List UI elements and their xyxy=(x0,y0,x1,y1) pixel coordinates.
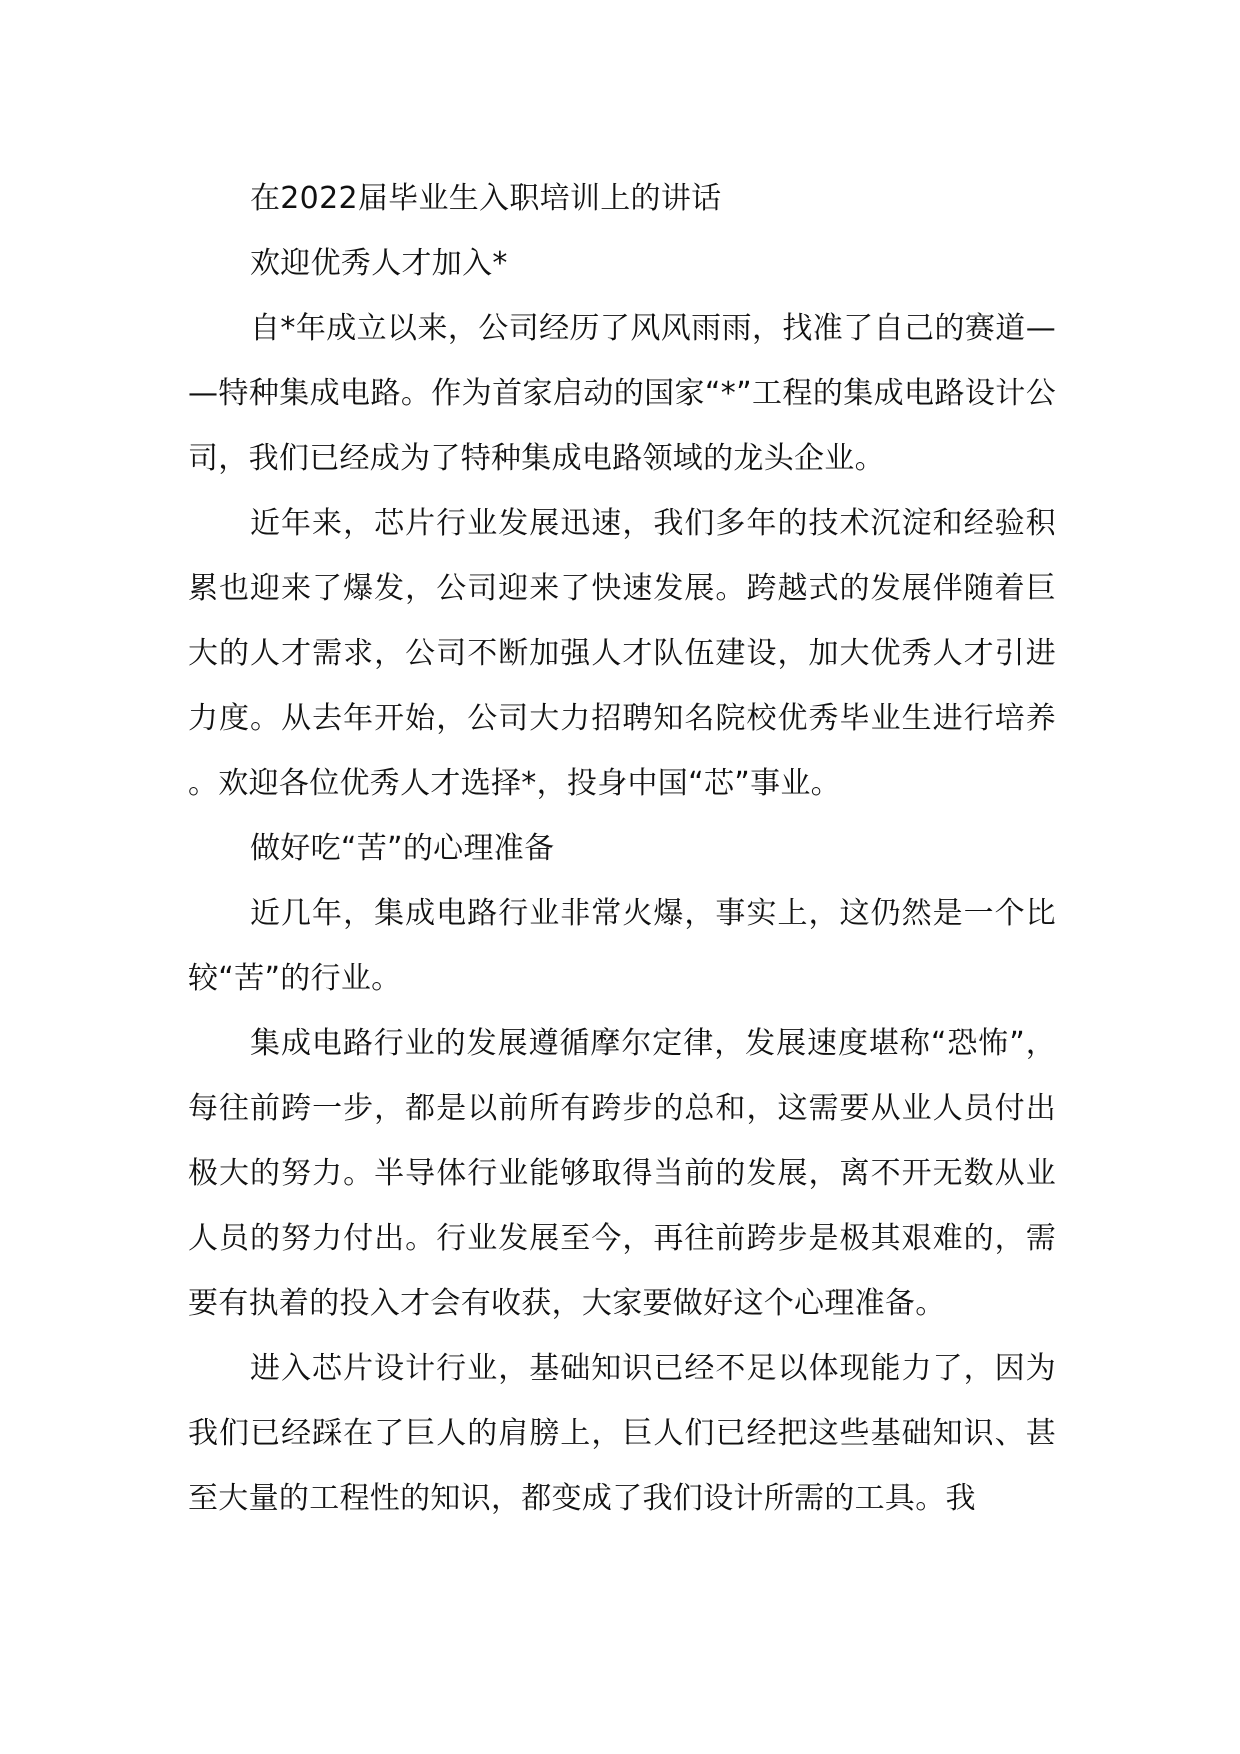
body-paragraph: 自*年成立以来，公司经历了风风雨雨，找准了自己的赛道——特种集成电路。作为首家启动的国家“*”工程的集成电路设计公司，我们已经成为了特种集成电路领域的龙头企业。 xyxy=(188,311,1056,476)
section-heading-hardship: 做好吃“苦”的心理准备 xyxy=(250,831,555,866)
body-paragraph: 近几年，集成电路行业非常火爆，事实上，这仍然是一个比较“苦”的行业。 xyxy=(188,896,1056,996)
section-heading-welcome: 欢迎优秀人才加入* xyxy=(250,246,508,281)
body-paragraph: 集成电路行业的发展遵循摩尔定律，发展速度堪称“恐怖”，每往前跨一步，都是以前所有跨步的总和，这需要从业人员付出极大的努力。半导体行业能够取得当前的发展，离不开无数从业人员的努力付出。行业发展至今，再往前跨步是极其艰难的，需要有执着的投入才会有收获，大家要做好这个心理准备。 xyxy=(188,1026,1056,1321)
speech-title: 在2022届毕业生入职培训上的讲话 xyxy=(250,181,722,216)
body-paragraph: 进入芯片设计行业，基础知识已经不足以体现能力了，因为我们已经踩在了巨人的肩膀上，巨人们已经把这些基础知识、甚至大量的工程性的知识，都变成了我们设计所需的工具。我 xyxy=(188,1351,1056,1516)
body-paragraph: 近年来，芯片行业发展迅速，我们多年的技术沉淀和经验积累也迎来了爆发，公司迎来了快速发展。跨越式的发展伴随着巨大的人才需求，公司不断加强人才队伍建设，加大优秀人才引进力度。从去年开始，公司大力招聘知名院校优秀毕业生进行培养。欢迎各位优秀人才选择*，投身中国“芯”事业。 xyxy=(188,506,1056,801)
document-body xyxy=(188,166,1056,1531)
